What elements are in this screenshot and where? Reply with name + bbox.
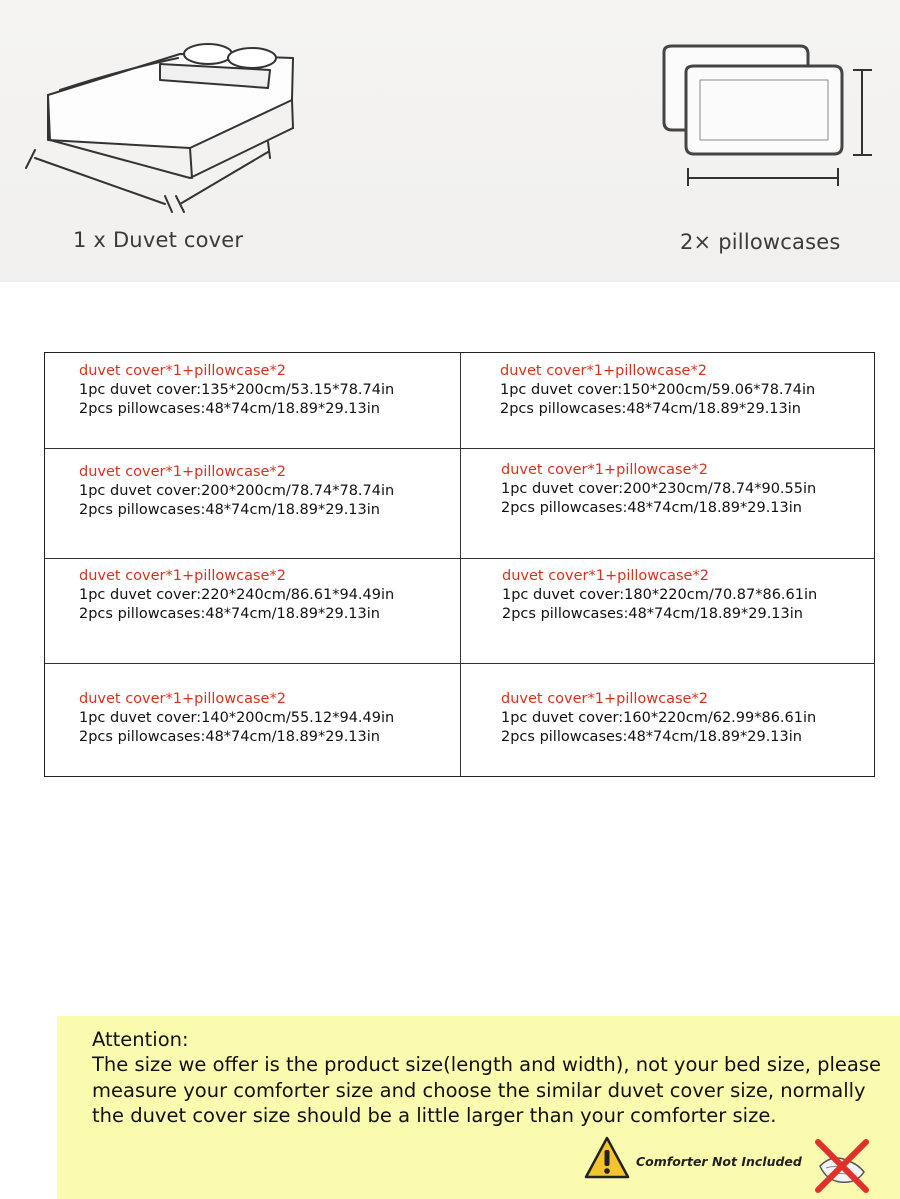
- table-cell: [79, 689, 479, 747]
- attention-notice: [57, 1016, 900, 1199]
- duvet-size: 1pc duvet cover:150*200cm/59.06*78.74in: [500, 382, 816, 398]
- duvet-size: 1pc duvet cover:160*220cm/62.99*86.61in: [501, 710, 817, 726]
- duvet-size: 1pc duvet cover:200*200cm/78.74*78.74in: [79, 483, 395, 499]
- warning-icon: [583, 1134, 631, 1182]
- cell-title: duvet cover*1+pillowcase*2: [501, 691, 708, 707]
- pillowcase-size: 2pcs pillowcases:48*74cm/18.89*29.13in: [501, 500, 802, 516]
- cell-title: duvet cover*1+pillowcase*2: [79, 464, 286, 480]
- cell-title: duvet cover*1+pillowcase*2: [501, 462, 708, 478]
- no-comforter-icon: [812, 1136, 872, 1196]
- duvet-size: 1pc duvet cover:220*240cm/86.61*94.49in: [79, 587, 395, 603]
- bed-icon: [26, 44, 293, 212]
- table-cell: [79, 361, 479, 419]
- pillowcase-size: 2pcs pillowcases:48*74cm/18.89*29.13in: [501, 729, 802, 745]
- duvet-size: 1pc duvet cover:135*200cm/53.15*78.74in: [79, 382, 395, 398]
- attention-body: The size we offer is the product size(length and width), not your bed size, please measure your comforter size and choose the similar duvet cover size, normally the duvet cover size should be a little larger than your comforter size.: [92, 1053, 882, 1127]
- table-cell: [501, 460, 900, 518]
- cell-title: duvet cover*1+pillowcase*2: [502, 568, 709, 584]
- duvet-size: 1pc duvet cover:180*220cm/70.87*86.61in: [502, 587, 818, 603]
- attention-title: Attention:: [92, 1028, 189, 1051]
- cell-title: duvet cover*1+pillowcase*2: [500, 363, 707, 379]
- table-cell: [79, 462, 479, 520]
- pillowcase-size: 2pcs pillowcases:48*74cm/18.89*29.13in: [79, 606, 380, 622]
- size-table: [44, 352, 875, 777]
- duvet-size: 1pc duvet cover:200*230cm/78.74*90.55in: [501, 481, 817, 497]
- cell-title: duvet cover*1+pillowcase*2: [79, 691, 286, 707]
- table-cell: [502, 566, 900, 624]
- pillowcase-size: 2pcs pillowcases:48*74cm/18.89*29.13in: [500, 401, 801, 417]
- pillowcase-size: 2pcs pillowcases:48*74cm/18.89*29.13in: [79, 401, 380, 417]
- pillowcase-size: 2pcs pillowcases:48*74cm/18.89*29.13in: [502, 606, 803, 622]
- product-illustration: [0, 0, 900, 282]
- pillowcase-size: 2pcs pillowcases:48*74cm/18.89*29.13in: [79, 729, 380, 745]
- duvet-size: 1pc duvet cover:140*200cm/55.12*94.49in: [79, 710, 395, 726]
- duvet-caption: 1 x Duvet cover: [73, 228, 244, 252]
- table-cell: [500, 361, 900, 419]
- cell-title: duvet cover*1+pillowcase*2: [79, 363, 286, 379]
- table-cell: [501, 689, 900, 747]
- cell-title: duvet cover*1+pillowcase*2: [79, 568, 286, 584]
- pillowcase-size: 2pcs pillowcases:48*74cm/18.89*29.13in: [79, 502, 380, 518]
- table-cell: [79, 566, 479, 624]
- pillowcase-caption: 2× pillowcases: [680, 230, 841, 254]
- comforter-not-included-label: Comforter Not Included: [636, 1154, 802, 1169]
- pillowcase-icon: [664, 46, 842, 154]
